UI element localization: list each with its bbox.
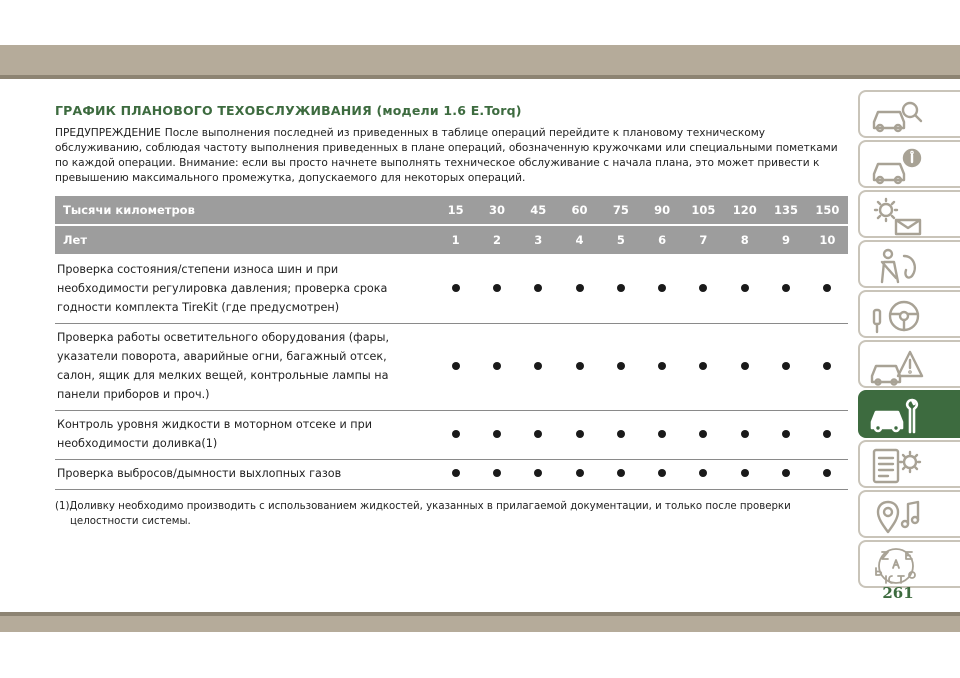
tab-car-info[interactable] bbox=[858, 140, 960, 188]
table-row bbox=[55, 411, 848, 460]
km-value: 105 bbox=[683, 196, 724, 225]
scheduled-dot-icon bbox=[534, 362, 542, 370]
interval-cell bbox=[641, 255, 682, 324]
interval-cell bbox=[600, 460, 641, 490]
scheduled-dot-icon bbox=[699, 430, 707, 438]
interval-cell bbox=[765, 460, 806, 490]
interval-cell bbox=[807, 411, 848, 460]
bottom-band bbox=[0, 612, 960, 632]
km-value: 45 bbox=[518, 196, 559, 225]
table-row bbox=[55, 255, 848, 324]
car-wrench-icon bbox=[868, 396, 924, 436]
car-magnifier-icon bbox=[868, 96, 924, 136]
footnote-line: целостности системы. bbox=[70, 516, 191, 527]
scheduled-dot-icon bbox=[823, 284, 831, 292]
scheduled-dot-icon bbox=[617, 469, 625, 477]
scheduled-dot-icon bbox=[741, 362, 749, 370]
km-value: 135 bbox=[765, 196, 806, 225]
scheduled-dot-icon bbox=[534, 430, 542, 438]
scheduled-dot-icon bbox=[741, 430, 749, 438]
tab-specifications[interactable] bbox=[858, 440, 960, 488]
page-title: ГРАФИК ПЛАНОВОГО ТЕХОБСЛУЖИВАНИЯ (модели 1.6 E.Torq) bbox=[55, 103, 522, 118]
scheduled-dot-icon bbox=[741, 469, 749, 477]
operation-label: Проверка выбросов/дымности выхлопных газов bbox=[55, 460, 435, 490]
scheduled-dot-icon bbox=[823, 430, 831, 438]
interval-cell bbox=[765, 255, 806, 324]
interval-cell bbox=[807, 255, 848, 324]
scheduled-dot-icon bbox=[782, 284, 790, 292]
operation-label: Проверка работы осветительного оборудования (фары, указатели поворота, аварийные огни, багажный отсек, салон, ящик для мелких вещей, контрольные лампы на панели приборов и проч.) bbox=[55, 324, 435, 411]
scheduled-dot-icon bbox=[534, 284, 542, 292]
interval-cell bbox=[518, 460, 559, 490]
scheduled-dot-icon bbox=[452, 430, 460, 438]
scheduled-dot-icon bbox=[699, 469, 707, 477]
interval-cell bbox=[476, 255, 517, 324]
car-hazard-icon bbox=[868, 346, 924, 386]
interval-cell bbox=[518, 324, 559, 411]
interval-cell bbox=[435, 460, 476, 490]
km-value: 30 bbox=[476, 196, 517, 225]
operation-label: Контроль уровня жидкости в моторном отсеке и при необходимости доливка(1) bbox=[55, 411, 435, 460]
interval-cell bbox=[435, 255, 476, 324]
scheduled-dot-icon bbox=[658, 284, 666, 292]
scheduled-dot-icon bbox=[452, 362, 460, 370]
interval-cell bbox=[518, 411, 559, 460]
interval-cell bbox=[765, 324, 806, 411]
table-row bbox=[55, 324, 848, 411]
scheduled-dot-icon bbox=[452, 284, 460, 292]
tab-multimedia[interactable] bbox=[858, 490, 960, 538]
operation-label: Проверка состояния/степени износа шин и при необходимости регулировка давления; проверка срока годности комплекта TireKit (где предусмотрен) bbox=[55, 255, 435, 324]
warning-paragraph bbox=[55, 126, 845, 186]
scheduled-dot-icon bbox=[741, 284, 749, 292]
warning-lights-envelope-icon bbox=[868, 196, 924, 236]
km-value: 75 bbox=[600, 196, 641, 225]
km-value: 15 bbox=[435, 196, 476, 225]
tab-car-magnifier[interactable] bbox=[858, 90, 960, 138]
scheduled-dot-icon bbox=[617, 362, 625, 370]
year-value: 5 bbox=[600, 225, 641, 255]
scheduled-dot-icon bbox=[658, 430, 666, 438]
interval-cell bbox=[559, 324, 600, 411]
scheduled-dot-icon bbox=[782, 469, 790, 477]
interval-cell bbox=[683, 460, 724, 490]
scheduled-dot-icon bbox=[823, 469, 831, 477]
interval-cell bbox=[559, 460, 600, 490]
scheduled-dot-icon bbox=[576, 362, 584, 370]
year-value: 7 bbox=[683, 225, 724, 255]
alphabet-index-icon bbox=[868, 546, 924, 586]
footnote-line: (1)Доливку необходимо производить с использованием жидкостей, указанных в прилагаемой документации, и только после проверки bbox=[55, 501, 791, 512]
year-value: 8 bbox=[724, 225, 765, 255]
tab-index[interactable] bbox=[858, 540, 960, 588]
tab-seatbelt-airbag[interactable] bbox=[858, 240, 960, 288]
scheduled-dot-icon bbox=[699, 362, 707, 370]
interval-cell bbox=[600, 411, 641, 460]
interval-cell bbox=[807, 324, 848, 411]
seatbelt-airbag-icon bbox=[868, 246, 924, 286]
footnote bbox=[55, 499, 845, 529]
years-header-row bbox=[55, 225, 848, 255]
interval-cell bbox=[641, 460, 682, 490]
year-value: 6 bbox=[641, 225, 682, 255]
interval-cell bbox=[807, 460, 848, 490]
year-value: 10 bbox=[807, 225, 848, 255]
interval-cell bbox=[518, 255, 559, 324]
km-value: 90 bbox=[641, 196, 682, 225]
interval-cell bbox=[683, 411, 724, 460]
scheduled-dot-icon bbox=[699, 284, 707, 292]
interval-cell bbox=[600, 324, 641, 411]
year-value: 2 bbox=[476, 225, 517, 255]
maintenance-schedule-table bbox=[55, 196, 848, 490]
scheduled-dot-icon bbox=[493, 469, 501, 477]
year-value: 3 bbox=[518, 225, 559, 255]
steering-wheel-key-icon bbox=[868, 296, 924, 336]
scheduled-dot-icon bbox=[782, 362, 790, 370]
warning-label: ПРЕДУПРЕЖДЕНИЕ bbox=[55, 127, 161, 139]
top-band bbox=[0, 45, 960, 79]
scheduled-dot-icon bbox=[493, 284, 501, 292]
scheduled-dot-icon bbox=[493, 362, 501, 370]
multimedia-note-icon bbox=[868, 496, 924, 536]
interval-cell bbox=[641, 324, 682, 411]
interval-cell bbox=[559, 255, 600, 324]
tab-car-wrench[interactable] bbox=[858, 390, 960, 438]
interval-cell bbox=[683, 255, 724, 324]
scheduled-dot-icon bbox=[617, 284, 625, 292]
interval-cell bbox=[724, 460, 765, 490]
interval-cell bbox=[559, 411, 600, 460]
interval-cell bbox=[724, 324, 765, 411]
tab-warning-lights[interactable] bbox=[858, 190, 960, 238]
spec-list-gear-icon bbox=[868, 446, 924, 486]
scheduled-dot-icon bbox=[823, 362, 831, 370]
scheduled-dot-icon bbox=[576, 284, 584, 292]
years-header: Лет bbox=[55, 225, 435, 255]
warning-text: После выполнения последней из приведенных в таблице операций перейдите к плановому техническому обслуживанию, соблюдая частоту выполнения приведенных в плане операций, обозначенную кружочками или специальными пометками по каждой операции. Внимание: если вы просто начнете выполнять техническое обслуживание с начала плана, это может привести к превышению максимального промежутка, допускаемого для некоторых операций. bbox=[55, 127, 838, 184]
year-value: 1 bbox=[435, 225, 476, 255]
interval-cell bbox=[724, 411, 765, 460]
interval-cell bbox=[683, 324, 724, 411]
interval-cell bbox=[724, 255, 765, 324]
scheduled-dot-icon bbox=[576, 469, 584, 477]
interval-cell bbox=[476, 411, 517, 460]
interval-cell bbox=[641, 411, 682, 460]
scheduled-dot-icon bbox=[452, 469, 460, 477]
km-header: Тысячи километров bbox=[55, 196, 435, 225]
scheduled-dot-icon bbox=[493, 430, 501, 438]
page-number: 261 bbox=[882, 584, 914, 602]
km-value: 150 bbox=[807, 196, 848, 225]
year-value: 9 bbox=[765, 225, 806, 255]
scheduled-dot-icon bbox=[534, 469, 542, 477]
tab-car-hazard[interactable] bbox=[858, 340, 960, 388]
scheduled-dot-icon bbox=[782, 430, 790, 438]
scheduled-dot-icon bbox=[617, 430, 625, 438]
tab-steering-wheel[interactable] bbox=[858, 290, 960, 338]
interval-cell bbox=[435, 324, 476, 411]
table-row bbox=[55, 460, 848, 490]
interval-cell bbox=[435, 411, 476, 460]
car-info-icon bbox=[868, 146, 924, 186]
schedule-body bbox=[55, 255, 848, 490]
scheduled-dot-icon bbox=[576, 430, 584, 438]
interval-cell bbox=[765, 411, 806, 460]
interval-cell bbox=[600, 255, 641, 324]
scheduled-dot-icon bbox=[658, 362, 666, 370]
km-value: 120 bbox=[724, 196, 765, 225]
year-value: 4 bbox=[559, 225, 600, 255]
km-header-row bbox=[55, 196, 848, 225]
interval-cell bbox=[476, 324, 517, 411]
interval-cell bbox=[476, 460, 517, 490]
km-value: 60 bbox=[559, 196, 600, 225]
scheduled-dot-icon bbox=[658, 469, 666, 477]
